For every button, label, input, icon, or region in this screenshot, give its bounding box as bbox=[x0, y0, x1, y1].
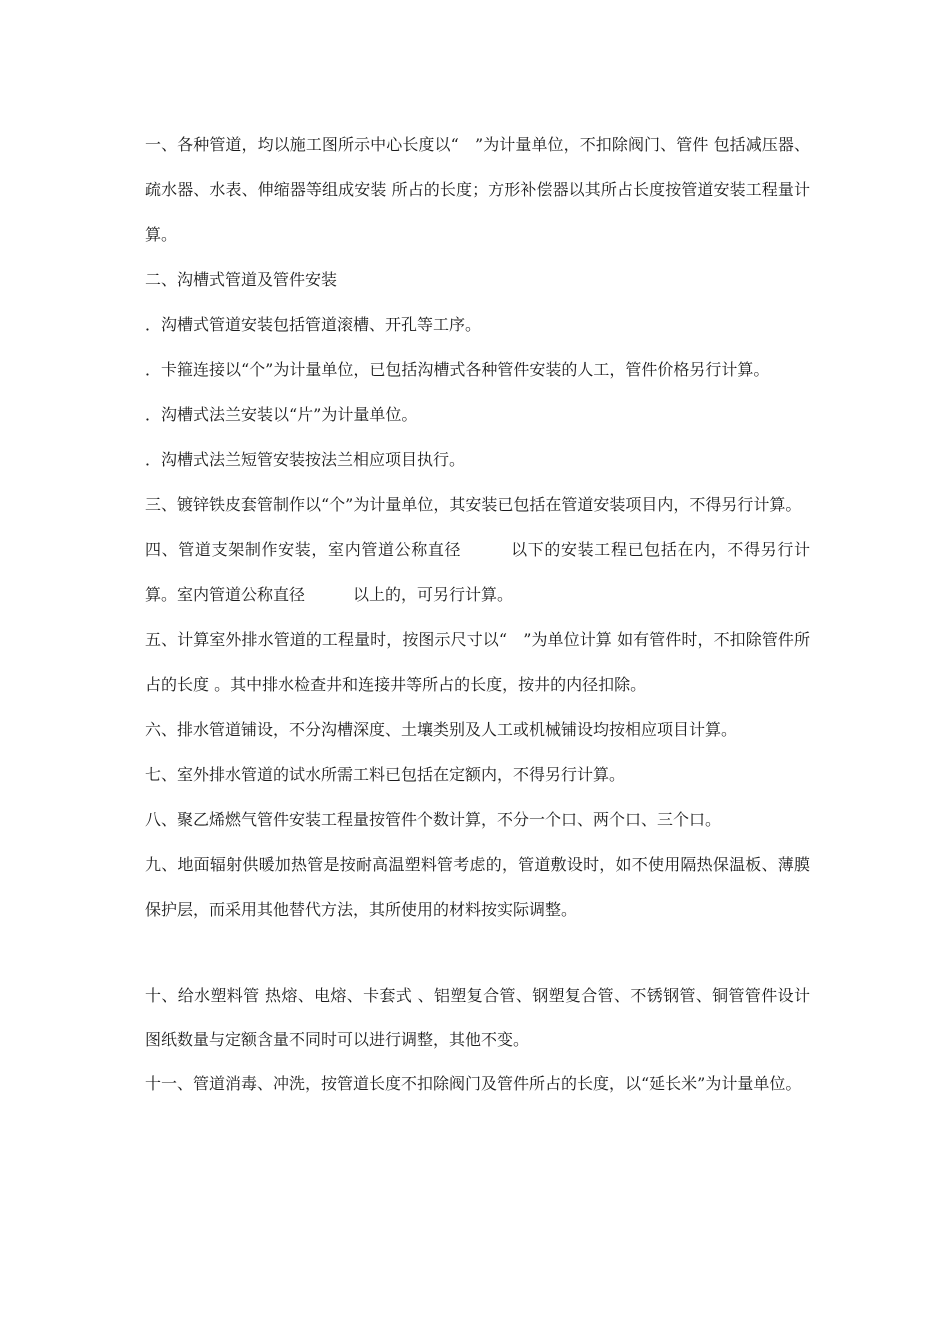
paragraph-1: 一、各种管道，均以施工图所示中心长度以“ ”为计量单位，不扣除阀门、管件 包括减压器、疏水器、水表、伸缩器等组成安装 所占的长度；方形补偿器以其所占长度按管道安装工程量计算。 bbox=[145, 135, 810, 244]
paragraph-11: 十一、管道消毒、冲洗，按管道长度不扣除阀门及管件所占的长度，以“延长米”为计量单位。 bbox=[145, 1074, 802, 1093]
paragraph-2: 二、沟槽式管道及管件安装 bbox=[145, 270, 338, 289]
paragraph-4: 四、管道支架制作安装，室内管道公称直径 以下的安装工程已包括在内，不得另行计算。室内管道公称直径 以上的，可另行计算。 bbox=[145, 540, 810, 604]
paragraph-9: 九、地面辐射供暖加热管是按耐高温塑料管考虑的，管道敷设时，如不使用隔热保温板、薄膜保护层，而采用其他替代方法，其所使用的材料按实际调整。 bbox=[145, 855, 810, 919]
paragraph-2-2: ．卡箍连接以“个”为计量单位，已包括沟槽式各种管件安装的人工，管件价格另行计算。 bbox=[145, 360, 770, 379]
paragraph-8: 八、聚乙烯燃气管件安装工程量按管件个数计算，不分一个口、两个口、三个口。 bbox=[145, 810, 722, 829]
paragraph-2-4: ．沟槽式法兰短管安装按法兰相应项目执行。 bbox=[145, 450, 466, 469]
paragraph-7: 七、室外排水管道的试水所需工料已包括在定额内，不得另行计算。 bbox=[145, 765, 626, 784]
document-body bbox=[145, 122, 810, 1106]
paragraph-5: 五、计算室外排水管道的工程量时，按图示尺寸以“ ”为单位计算 如有管件时，不扣除管件所占的长度 。其中排水检查井和连接井等所占的长度，按井的内径扣除。 bbox=[145, 630, 810, 694]
paragraph-6: 六、排水管道铺设，不分沟槽深度、土壤类别及人工或机械铺设均按相应项目计算。 bbox=[145, 720, 738, 739]
paragraph-2-1: ．沟槽式管道安装包括管道滚槽、开孔等工序。 bbox=[145, 315, 482, 334]
paragraph-2-3: ．沟槽式法兰安装以“片”为计量单位。 bbox=[145, 405, 418, 424]
paragraph-10: 十、给水塑料管 热熔、电熔、卡套式 、铝塑复合管、钢塑复合管、不锈钢管、铜管管件设计图纸数量与定额含量不同时可以进行调整，其他不变。 bbox=[145, 986, 810, 1049]
paragraph-3: 三、镀锌铁皮套管制作以“个”为计量单位，其安装已包括在管道安装项目内，不得另行计算。 bbox=[145, 495, 802, 514]
